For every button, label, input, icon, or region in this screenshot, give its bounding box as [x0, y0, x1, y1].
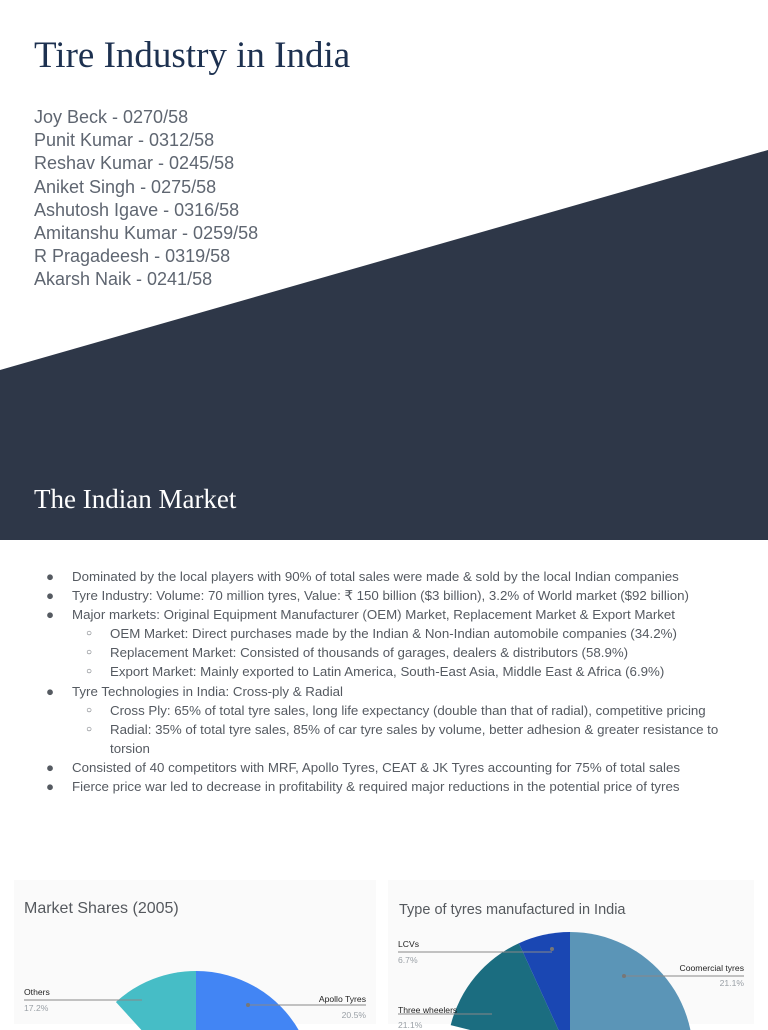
sub-bullet-icon: ○ [86, 704, 93, 716]
sub-bullet-text: Export Market: Mainly exported to Latin America, South-East Asia, Middle East & Africa (6.9%) [110, 664, 665, 680]
bullet-item [46, 777, 746, 796]
bullet-icon: ● [46, 759, 55, 775]
author-name: Amitanshu Kumar - 0259/58 [34, 223, 259, 244]
sub-bullet-item [72, 720, 746, 758]
sub-bullet-item [72, 701, 746, 720]
bullet-text: Tyre Technologies in India: Cross-ply & Radial [72, 683, 343, 699]
slice-label-lcvs: LCVs [398, 939, 420, 949]
slice-value-three-wheelers: 21.1% [398, 1020, 423, 1030]
bullet-item [46, 758, 746, 777]
bullet-item [46, 605, 746, 681]
sub-bullet-icon: ○ [86, 723, 93, 735]
bullet-icon: ● [46, 779, 55, 795]
pie-slice-apollo-tyres [196, 971, 300, 1030]
bullet-icon: ● [46, 607, 55, 623]
author-name: Reshav Kumar - 0245/58 [34, 153, 235, 174]
sub-bullet-item [72, 662, 746, 681]
sub-bullet-text: Radial: 35% of total tyre sales, 85% of car tyre sales by volume, better adhesion & greater resistance to torsion [110, 721, 719, 756]
leader-dot-commercial [622, 974, 626, 978]
bullet-item [46, 586, 746, 605]
sub-bullet-icon: ○ [86, 628, 93, 640]
leader-dot-lcvs [550, 947, 554, 951]
sub-bullet-item [72, 624, 746, 643]
sub-bullet-list [72, 701, 746, 758]
bullet-item [46, 682, 746, 758]
bullet-text: Consisted of 40 competitors with MRF, Apollo Tyres, CEAT & JK Tyres accounting for 75% of total sales [72, 759, 680, 775]
bullet-icon: ● [46, 588, 55, 604]
market-bullet-list [46, 567, 746, 796]
author-name: Akarsh Naik - 0241/58 [34, 269, 213, 290]
author-list [34, 106, 258, 292]
slice-value-others: 17.2% [24, 1003, 49, 1013]
slice-value-lcvs: 6.7% [398, 955, 418, 965]
author-name: Joy Beck - 0270/58 [34, 107, 189, 127]
section-subtitle: The Indian Market [34, 484, 237, 514]
market-shares-chart [14, 880, 376, 1024]
chart-title: Type of tyres manufactured in India [399, 902, 626, 918]
presentation-title: Tire Industry in India [34, 35, 351, 76]
sub-bullet-text: Cross Ply: 65% of total tyre sales, long life expectancy (double than that of radial), competitive pricing [110, 702, 706, 718]
sub-bullet-icon: ○ [86, 647, 93, 659]
leader-dot-apollo [246, 1003, 250, 1007]
pie-slice-commercial-tyres [570, 932, 693, 1030]
chart-title: Market Shares (2005) [24, 900, 179, 917]
author-name: Punit Kumar - 0312/58 [34, 130, 215, 151]
bullet-item [46, 567, 746, 586]
sub-bullet-list [72, 624, 746, 681]
sub-bullet-icon: ○ [86, 666, 93, 678]
slice-value-apollo-tyres: 20.5% [341, 1010, 366, 1020]
charts-row [0, 872, 768, 1030]
bullet-text: Tyre Industry: Volume: 70 million tyres, Value: ₹ 150 billion ($3 billion), 3.2% of World market ($92 billion) [72, 588, 689, 604]
sub-bullet-text: Replacement Market: Consisted of thousands of garages, dealers & distributors (58.9%) [110, 645, 629, 661]
author-name: Ashutosh Igave - 0316/58 [34, 199, 240, 220]
bullet-text: Major markets: Original Equipment Manufacturer (OEM) Market, Replacement Market & Export Market [72, 607, 675, 623]
author-name: Aniket Singh - 0275/58 [34, 176, 217, 197]
bullet-icon: ● [46, 569, 55, 584]
sub-bullet-item [72, 643, 746, 662]
bullet-text: Fierce price war led to decrease in profitability & required major reductions in the potential price of tyres [72, 779, 680, 795]
bullet-icon: ● [46, 683, 55, 699]
slice-value-commercial-tyres: 21.1% [719, 978, 744, 988]
slice-label-commercial-tyres: Coomercial tyres [679, 963, 744, 973]
sub-bullet-text: OEM Market: Direct purchases made by the Indian & Non-Indian automobile companies (34.2%) [110, 626, 677, 642]
slice-label-apollo-tyres: Apollo Tyres [318, 994, 366, 1004]
tyre-types-chart [388, 880, 754, 1030]
bullet-text: Dominated by the local players with 90% of total sales were made & sold by the local Indian companies [72, 569, 679, 584]
slice-label-others: Others [24, 987, 50, 997]
author-name: R Pragadeesh - 0319/58 [34, 246, 231, 267]
slice-label-three-wheelers: Three wheelers [398, 1005, 458, 1015]
